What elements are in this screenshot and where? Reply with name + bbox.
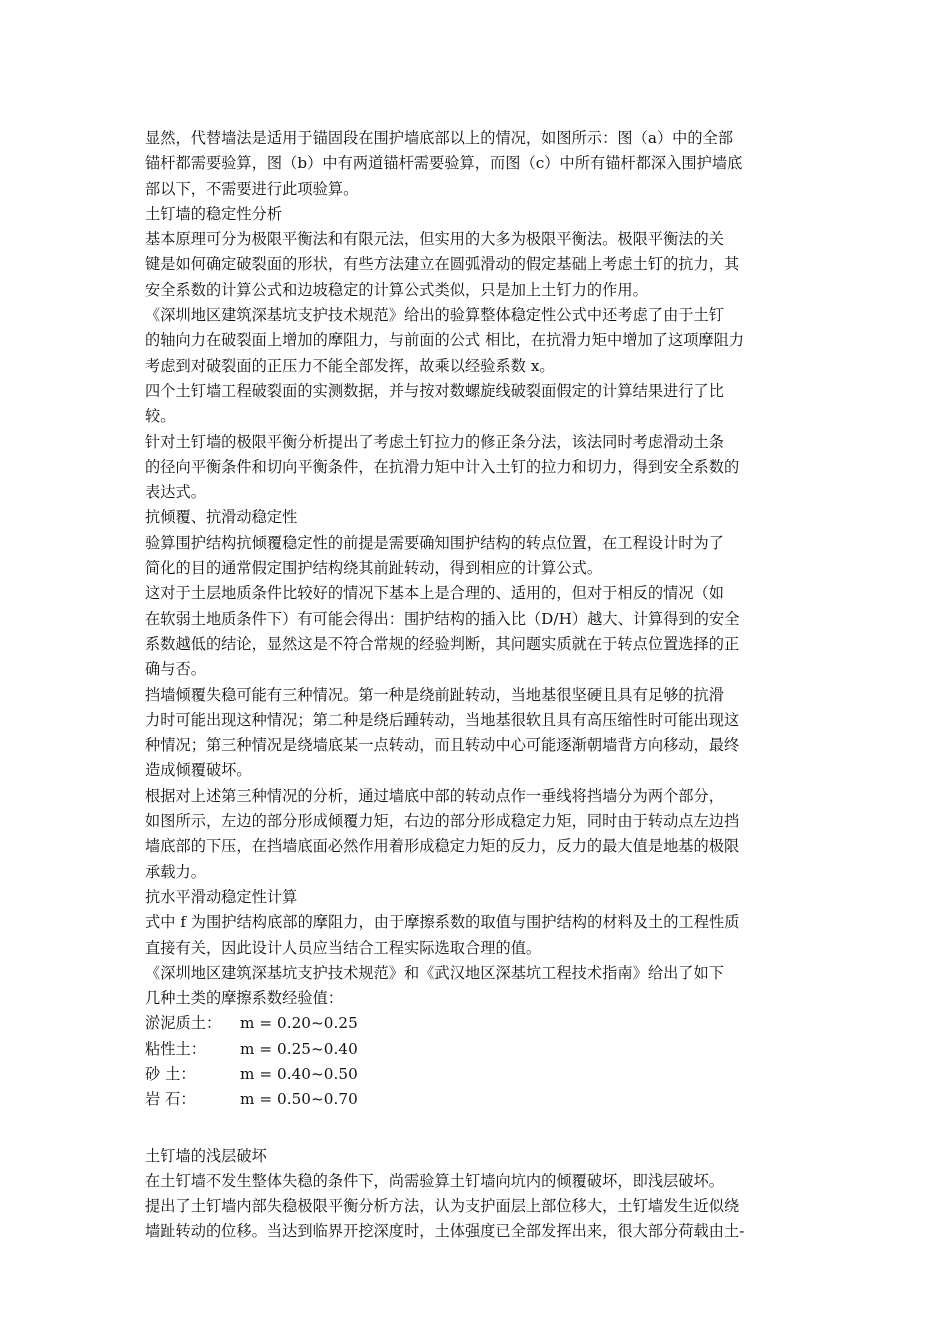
heading-overturning-sliding-stability: 抗倾覆、抗滑动稳定性 <box>145 508 298 527</box>
text-line: 《深圳地区建筑深基坑支护技术规范》给出的验算整体稳定性公式中还考虑了由于土钉 <box>145 306 725 325</box>
friction-row <box>145 1011 810 1036</box>
soil-type-label: 粘性土： <box>145 1039 206 1058</box>
text-line: 造成倾覆破坏。 <box>145 761 252 780</box>
text-line: 部以下，不需要进行此项验算。 <box>145 179 359 198</box>
text-line: 锚杆都需要验算，图（b）中有两道锚杆需要验算，而图（c）中所有锚杆都深入围护墙底 <box>145 154 743 173</box>
text-line: 的径向平衡条件和切向平衡条件，在抗滑力矩中计入土钉的拉力和切力，得到安全系数的 <box>145 457 740 476</box>
soil-type-label: 砂 土： <box>145 1064 196 1083</box>
friction-value: m = 0.50~0.70 <box>240 1090 358 1109</box>
text-line: 确与否。 <box>145 660 206 679</box>
text-line: 这对于土层地质条件比较好的情况下基本上是合理的、适用的，但对于相反的情况（如 <box>145 584 725 603</box>
friction-row <box>145 1087 810 1112</box>
text-line: 直接有关，因此设计人员应当结合工程实际选取合理的值。 <box>145 938 542 957</box>
text-line: 较。 <box>145 407 176 426</box>
text-line: 承载力。 <box>145 862 206 881</box>
blank-line <box>145 1113 810 1144</box>
friction-row <box>145 1037 810 1062</box>
text-line: 显然，代替墙法是适用于锚固段在围护墙底部以上的情况，如图所示：图（a）中的全部 <box>145 129 734 147</box>
text-line: 基本原理可分为极限平衡法和有限元法，但实用的大多为极限平衡法。极限平衡法的关 <box>145 230 725 249</box>
friction-value: m = 0.20~0.25 <box>240 1014 358 1033</box>
text-line: 验算围护结构抗倾覆稳定性的前提是需要确知围护结构的转点位置，在工程设计时为了 <box>145 533 725 552</box>
text-line: 墙趾转动的位移。当达到临界开挖深度时，土体强度已全部发挥出来，很大部分荷载由土- <box>145 1222 745 1241</box>
text-line: 键是如何确定破裂面的形状，有些方法建立在圆弧滑动的假定基础上考虑土钉的抗力，其 <box>145 255 740 274</box>
friction-value: m = 0.25~0.40 <box>240 1039 358 1058</box>
text-line: 种情况；第三种情况是绕墙底某一点转动，而且转动中心可能逐渐朝墙背方向移动，最终 <box>145 736 740 755</box>
text-line: 如图所示，左边的部分形成倾覆力矩，右边的部分形成稳定力矩，同时由于转动点左边挡 <box>145 812 740 831</box>
text-line: 安全系数的计算公式和边坡稳定的计算公式类似，只是加上土钉力的作用。 <box>145 280 648 299</box>
text-line: 《深圳地区建筑深基坑支护技术规范》和《武汉地区深基坑工程技术指南》给出了如下 <box>145 963 725 982</box>
friction-value: m = 0.40~0.50 <box>240 1064 358 1083</box>
text-line: 针对土钉墙的极限平衡分析提出了考虑土钉拉力的修正条分法，该法同时考虑滑动土条 <box>145 432 725 451</box>
text-line: 考虑到对破裂面的正压力不能全部发挥，故乘以经验系数 x。 <box>145 356 555 375</box>
text-line: 力时可能出现这种情况；第二种是绕后踵转动，当地基很软且具有高压缩性时可能出现这 <box>145 710 740 729</box>
friction-row <box>145 1062 810 1087</box>
text-line: 几种土类的摩擦系数经验值： <box>145 989 344 1008</box>
text-line: 的轴向力在破裂面上增加的摩阻力，与前面的公式 相比，在抗滑力矩中增加了这项摩阻力 <box>145 331 745 350</box>
soil-type-label: 淤泥质土： <box>145 1014 222 1033</box>
heading-horizontal-sliding: 抗水平滑动稳定性计算 <box>145 887 298 906</box>
text-line: 系数越低的结论，显然这是不符合常规的经验判断，其问题实质就在于转点位置选择的正 <box>145 634 740 653</box>
text-line: 挡墙倾覆失稳可能有三种情况。第一种是绕前趾转动，当地基很坚硬且具有足够的抗滑 <box>145 685 725 704</box>
text-line: 根据对上述第三种情况的分析，通过墙底中部的转动点作一垂线将挡墙分为两个部分， <box>145 786 725 805</box>
text-line: 表达式。 <box>145 483 206 502</box>
text-line: 简化的目的通常假定围护结构绕其前趾转动，得到相应的计算公式。 <box>145 559 603 578</box>
text-line: 四个土钉墙工程破裂面的实测数据，并与按对数螺旋线破裂面假定的计算结果进行了比 <box>145 381 725 400</box>
heading-shallow-failure: 土钉墙的浅层破坏 <box>145 1146 267 1165</box>
document-body <box>145 126 810 1245</box>
text-line: 提出了土钉墙内部失稳极限平衡分析方法，认为支护面层上部位移大，土钉墙发生近似绕 <box>145 1197 740 1216</box>
text-line: 在软弱土地质条件下）有可能会得出：围护结构的插入比（D/H）越大、计算得到的安全 <box>145 609 740 628</box>
heading-soil-nail-wall-stability: 土钉墙的稳定性分析 <box>145 204 283 223</box>
text-line: 在土钉墙不发生整体失稳的条件下，尚需验算土钉墙向坑内的倾覆破坏，即浅层破坏。 <box>145 1171 725 1190</box>
text-line: 墙底部的下压，在挡墙底面必然作用着形成稳定力矩的反力，反力的最大值是地基的极限 <box>145 837 740 856</box>
soil-type-label: 岩 石： <box>145 1090 196 1109</box>
text-line: 式中 f 为围护结构底部的摩阻力，由于摩擦系数的取值与围护结构的材料及土的工程性质 <box>145 913 740 932</box>
